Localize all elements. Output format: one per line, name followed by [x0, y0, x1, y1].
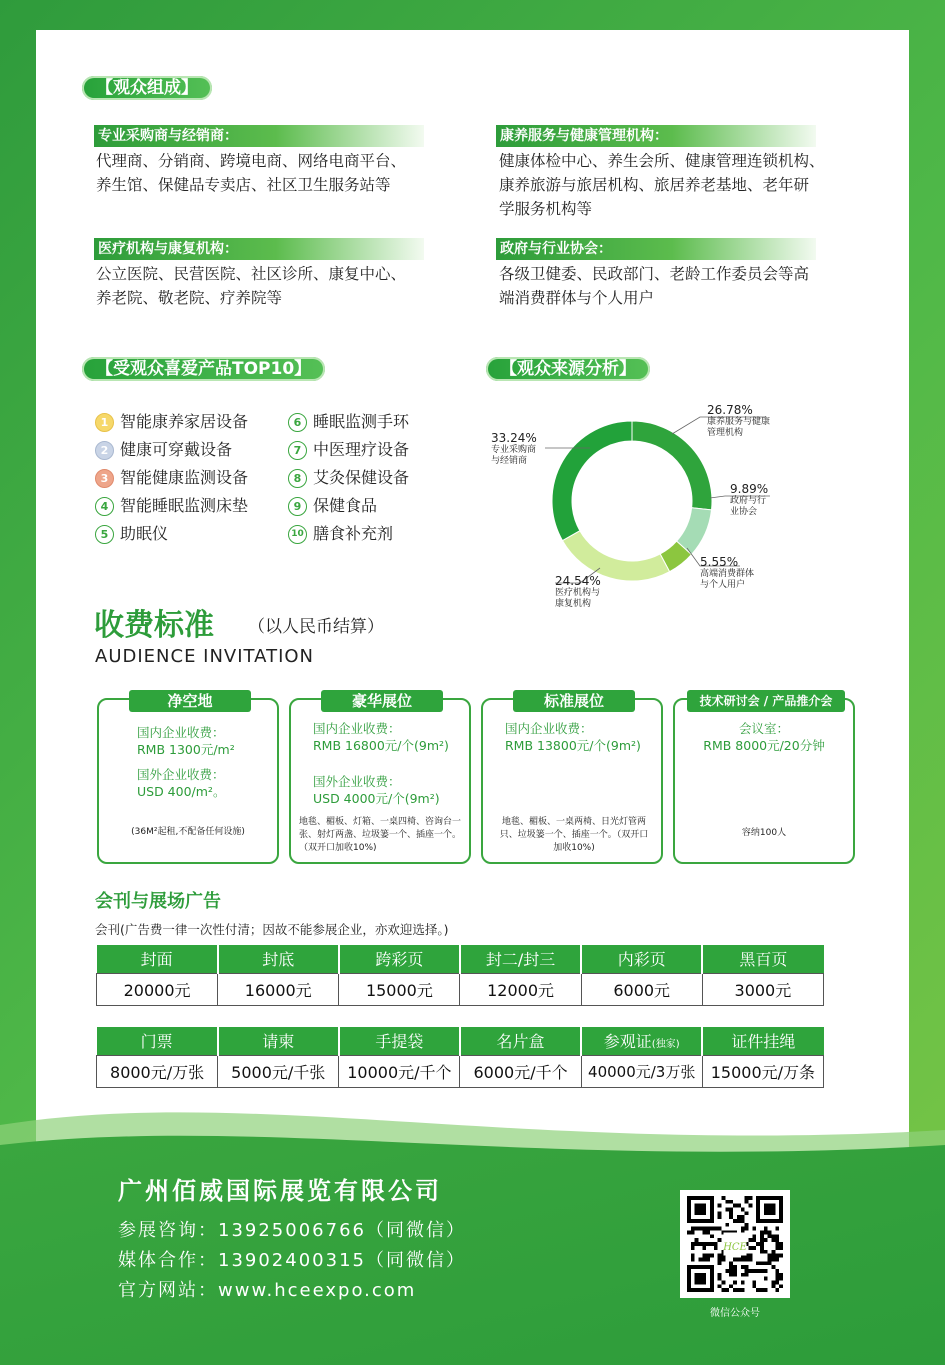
top10-item: 7 中医理疗设备 [288, 440, 409, 460]
table-cell: 20000元 [97, 973, 218, 1005]
top10-item: 5 助眠仪 [95, 524, 168, 544]
fee-box-heading: 净空地 [129, 690, 251, 712]
rank-badge-icon: 8 [288, 469, 307, 488]
rank-badge-icon: 9 [288, 497, 307, 516]
top10-item: 4 智能睡眠监测床垫 [95, 496, 248, 516]
table-cell: 8000元/万张 [97, 1055, 218, 1087]
fee-box-deluxe-booth: 豪华展位 国内企业收费： RMB 16800元/个(9m²) 国外企业收费： USD 4000元/个(9m²) 地毯、楣板、灯箱、一桌四椅、咨询台一张、射灯两盏、垃圾篓一个、插座一个。（双开口加收10%) [289, 698, 471, 864]
contact-media: 媒体合作：13902400315（同微信） [118, 1250, 466, 1271]
table-cell: 40000元/3万张 [581, 1055, 702, 1087]
category-text: 公立医院、民营医院、社区诊所、康复中心、 养老院、敬老院、疗养院等 [96, 265, 407, 307]
table-cell: 6000元 [581, 973, 702, 1005]
donut-slice [632, 421, 712, 510]
category-text: 各级卫健委、民政部门、老龄工作委员会等高 端消费群体与个人用户 [499, 265, 810, 307]
company-name: 广州佰威国际展览有限公司 [118, 1177, 442, 1205]
fees-title: 收费标准 [94, 608, 214, 643]
category-heading: 医疗机构与康复机构： [94, 238, 424, 260]
table-cell: 15000元/万条 [702, 1055, 823, 1087]
audience-section-title: 【观众组成】 [82, 76, 212, 100]
top10-item: 10 膳食补充剂 [288, 524, 393, 544]
source-section-title: 【观众来源分析】 [486, 357, 650, 381]
table-cell: 3000元 [702, 973, 823, 1005]
donut-label: 5.55% 高端消费群体 与个人用户 [700, 555, 755, 590]
top10-item: 3 智能健康监测设备 [95, 468, 248, 488]
category-text: 代理商、分销商、跨境电商、网络电商平台、 养生馆、保健品专卖店、社区卫生服务站等 [96, 152, 407, 194]
donut-label: 24.54% 医疗机构与 康复机构 [555, 574, 601, 609]
fee-box-standard-booth: 标准展位 国内企业收费： RMB 13800元/个(9m²) 地毯、楣板、一桌两椅、日光灯管两只、垃圾篓一个、插座一个。（双开口加收10%) [481, 698, 663, 864]
rank-badge-icon: 5 [95, 525, 114, 544]
website-link[interactable]: 官方网站：www.hceexpo.com [118, 1280, 417, 1301]
fees-title-note: （以人民币结算） [248, 617, 384, 637]
table-cell: 12000元 [460, 973, 581, 1005]
wechat-qr-code [680, 1190, 790, 1298]
top10-item: 9 保健食品 [288, 496, 377, 516]
rank-badge-icon: 4 [95, 497, 114, 516]
contact-exhibit: 参展咨询：13925006766（同微信） [118, 1220, 466, 1241]
category-heading: 政府与行业协会： [496, 238, 816, 260]
table-cell: 16000元 [218, 973, 339, 1005]
qr-caption: 微信公众号 [710, 1308, 760, 1319]
top10-item: 2 健康可穿戴设备 [95, 440, 232, 460]
donut-label: 26.78% 康养服务与健康 管理机构 [707, 403, 771, 438]
rank-badge-icon: 10 [288, 525, 307, 544]
table-cell: 5000元/千张 [218, 1055, 339, 1087]
table-cell: 6000元/千个 [460, 1055, 581, 1087]
svg-text:HCE: HCE [723, 1241, 747, 1253]
rank-badge-icon: 7 [288, 441, 307, 460]
fee-box-heading: 豪华展位 [321, 690, 443, 712]
table-cell: 15000元 [339, 973, 460, 1005]
rank-badge-icon: 1 [95, 413, 114, 432]
fee-box-raw-space: 净空地 国内企业收费： RMB 1300元/m² 国外企业收费： USD 400/m²。 (36M²起租,不配备任何设施) [97, 698, 279, 864]
rank-badge-icon: 2 [95, 441, 114, 460]
audience-source-donut-chart [550, 419, 714, 583]
donut-slice [552, 421, 632, 541]
fee-box-heading: 标准展位 [513, 690, 635, 712]
ads-subtitle: 会刊(广告费一律一次性付清；因故不能参展企业，亦欢迎选择。) [95, 922, 449, 937]
donut-label: 9.89% 政府与行 业协会 [730, 482, 769, 517]
rank-badge-icon: 3 [95, 469, 114, 488]
category-heading: 专业采购商与经销商： [94, 125, 424, 147]
top10-item: 8 艾灸保健设备 [288, 468, 409, 488]
ads-title: 会刊与展场广告 [95, 891, 221, 912]
rank-badge-icon: 6 [288, 413, 307, 432]
table-cell: 10000元/千个 [339, 1055, 460, 1087]
fee-box-heading: 技术研讨会 / 产品推介会 [687, 690, 845, 712]
fees-title-en: AUDIENCE INVITATION [95, 646, 315, 667]
top10-item: 6 睡眠监测手环 [288, 412, 409, 432]
category-heading: 康养服务与健康管理机构： [496, 125, 816, 147]
top10-section-title: 【受观众喜爱产品TOP10】 [82, 357, 325, 381]
fee-box-seminar: 技术研讨会 / 产品推介会 会议室： RMB 8000元/20分钟 容纳100人 [673, 698, 855, 864]
top10-item: 1 智能康养家居设备 [95, 412, 248, 432]
category-text: 健康体检中心、养生会所、健康管理连锁机构、 康养旅游与旅居机构、旅居养老基地、老年研 学服务机构等 [499, 152, 825, 218]
ads-price-table-1: 封面 封底 跨彩页 封二/封三 内彩页 黑百页 20000元 16000元 15000元 12000元 6000元 3000元 [96, 945, 824, 1006]
donut-label: 33.24% 专业采购商 与经销商 [491, 431, 537, 466]
ads-price-table-2: 门票 请柬 手提袋 名片盒 参观证(独家) 证件挂绳 8000元/万张 5000元/千张 10000元/千个 6000元/千个 40000元/3万张 15000元/万条 [96, 1027, 824, 1088]
